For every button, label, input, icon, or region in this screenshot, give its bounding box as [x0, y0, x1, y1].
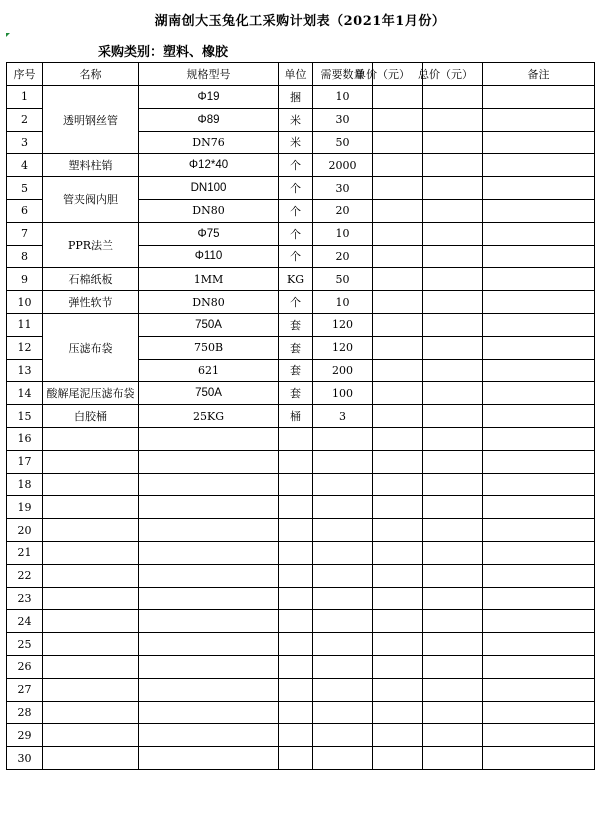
unit-price-cell[interactable]: [373, 86, 423, 109]
qty-cell[interactable]: [313, 450, 373, 473]
unit-cell: 个: [279, 222, 313, 245]
unit-cell[interactable]: [279, 427, 313, 450]
table-row: [7, 701, 595, 724]
table-row: [7, 747, 595, 770]
header-seq: 序号: [7, 63, 43, 86]
table-row: [7, 154, 595, 177]
remark-cell[interactable]: [483, 291, 595, 314]
spec-cell: 750A: [139, 382, 279, 405]
qty-cell: 30: [313, 108, 373, 131]
name-cell: PPR法兰: [43, 222, 139, 268]
remark-cell[interactable]: [483, 313, 595, 336]
name-cell: 弹性软节: [43, 291, 139, 314]
unit-cell: KG: [279, 268, 313, 291]
qty-cell[interactable]: [313, 747, 373, 770]
spec-cell[interactable]: [139, 541, 279, 564]
unit-price-cell[interactable]: [373, 633, 423, 656]
unit-price-cell[interactable]: [373, 701, 423, 724]
unit-cell: 个: [279, 245, 313, 268]
table-row: [7, 519, 595, 542]
qty-cell[interactable]: [313, 655, 373, 678]
qty-cell[interactable]: [313, 427, 373, 450]
total-price-cell[interactable]: [423, 291, 483, 314]
qty-cell[interactable]: [313, 473, 373, 496]
unit-cell: 桶: [279, 405, 313, 428]
remark-cell[interactable]: [483, 382, 595, 405]
qty-cell: 30: [313, 177, 373, 200]
total-price-cell[interactable]: [423, 222, 483, 245]
unit-cell: 个: [279, 199, 313, 222]
unit-price-cell[interactable]: [373, 336, 423, 359]
unit-cell: 套: [279, 382, 313, 405]
seq-cell: 10: [7, 291, 43, 314]
remark-cell[interactable]: [483, 724, 595, 747]
spec-cell: Φ75: [139, 222, 279, 245]
total-price-cell[interactable]: [423, 154, 483, 177]
purchase-category: 采购类别：塑料、橡胶: [98, 45, 229, 60]
total-price-cell[interactable]: [423, 587, 483, 610]
cell-marker-icon: [6, 33, 10, 37]
total-price-cell[interactable]: [423, 336, 483, 359]
total-price-cell[interactable]: [423, 108, 483, 131]
unit-price-cell[interactable]: [373, 473, 423, 496]
unit-price-cell[interactable]: [373, 678, 423, 701]
total-price-cell[interactable]: [423, 541, 483, 564]
unit-cell[interactable]: [279, 655, 313, 678]
unit-cell[interactable]: [279, 541, 313, 564]
name-cell[interactable]: [43, 747, 139, 770]
unit-price-cell[interactable]: [373, 587, 423, 610]
remark-cell[interactable]: [483, 701, 595, 724]
spec-cell[interactable]: [139, 678, 279, 701]
seq-cell: 14: [7, 382, 43, 405]
qty-cell: 20: [313, 245, 373, 268]
total-price-cell[interactable]: [423, 678, 483, 701]
qty-cell[interactable]: [313, 701, 373, 724]
table-row: [7, 678, 595, 701]
remark-cell[interactable]: [483, 359, 595, 382]
name-cell[interactable]: [43, 427, 139, 450]
remark-cell[interactable]: [483, 131, 595, 154]
unit-cell[interactable]: [279, 678, 313, 701]
total-price-cell[interactable]: [423, 313, 483, 336]
header-unit-price: 单价（元）: [373, 63, 423, 86]
name-cell[interactable]: [43, 519, 139, 542]
seq-cell: 21: [7, 541, 43, 564]
spec-cell[interactable]: [139, 610, 279, 633]
seq-cell: 7: [7, 222, 43, 245]
name-cell[interactable]: [43, 587, 139, 610]
unit-cell[interactable]: [279, 496, 313, 519]
name-cell[interactable]: [43, 496, 139, 519]
name-cell[interactable]: [43, 701, 139, 724]
remark-cell[interactable]: [483, 108, 595, 131]
table-row: [7, 86, 595, 109]
seq-cell: 27: [7, 678, 43, 701]
seq-cell: 6: [7, 199, 43, 222]
total-price-cell[interactable]: [423, 131, 483, 154]
seq-cell: 20: [7, 519, 43, 542]
unit-cell: 套: [279, 359, 313, 382]
spec-cell[interactable]: [139, 633, 279, 656]
spec-cell: Φ19: [139, 86, 279, 109]
table-row: [7, 541, 595, 564]
table-row: [7, 268, 595, 291]
unit-price-cell[interactable]: [373, 496, 423, 519]
unit-price-cell[interactable]: [373, 268, 423, 291]
unit-price-cell[interactable]: [373, 382, 423, 405]
seq-cell: 16: [7, 427, 43, 450]
table-row: [7, 473, 595, 496]
table-header-row: [7, 63, 595, 86]
spec-cell: 750A: [139, 313, 279, 336]
remark-cell[interactable]: [483, 678, 595, 701]
seq-cell: 11: [7, 313, 43, 336]
total-price-cell[interactable]: [423, 633, 483, 656]
unit-price-cell[interactable]: [373, 131, 423, 154]
unit-price-cell[interactable]: [373, 359, 423, 382]
table-row: [7, 177, 595, 200]
name-cell[interactable]: [43, 633, 139, 656]
unit-price-cell[interactable]: [373, 154, 423, 177]
total-price-cell[interactable]: [423, 496, 483, 519]
remark-cell[interactable]: [483, 633, 595, 656]
seq-cell: 4: [7, 154, 43, 177]
name-cell[interactable]: [43, 724, 139, 747]
header-remark: 备注: [483, 63, 595, 86]
total-price-cell[interactable]: [423, 245, 483, 268]
remark-cell[interactable]: [483, 268, 595, 291]
remark-cell[interactable]: [483, 336, 595, 359]
table-row: [7, 655, 595, 678]
total-price-cell[interactable]: [423, 747, 483, 770]
qty-cell[interactable]: [313, 633, 373, 656]
unit-price-cell[interactable]: [373, 519, 423, 542]
unit-price-cell[interactable]: [373, 747, 423, 770]
unit-cell[interactable]: [279, 564, 313, 587]
seq-cell: 3: [7, 131, 43, 154]
unit-cell[interactable]: [279, 473, 313, 496]
remark-cell[interactable]: [483, 610, 595, 633]
table-row: [7, 610, 595, 633]
qty-cell: 200: [313, 359, 373, 382]
unit-cell: 个: [279, 154, 313, 177]
qty-cell[interactable]: [313, 541, 373, 564]
table-row: [7, 222, 595, 245]
name-cell[interactable]: [43, 655, 139, 678]
spec-cell[interactable]: [139, 473, 279, 496]
seq-cell: 24: [7, 610, 43, 633]
name-cell[interactable]: [43, 450, 139, 473]
total-price-cell[interactable]: [423, 473, 483, 496]
name-cell[interactable]: [43, 610, 139, 633]
header-unit: 单位: [279, 63, 313, 86]
qty-cell[interactable]: [313, 587, 373, 610]
qty-cell: 10: [313, 86, 373, 109]
seq-cell: 23: [7, 587, 43, 610]
unit-price-cell[interactable]: [373, 724, 423, 747]
unit-cell: 米: [279, 131, 313, 154]
spec-cell[interactable]: [139, 655, 279, 678]
remark-cell[interactable]: [483, 199, 595, 222]
table-row: [7, 382, 595, 405]
total-price-cell[interactable]: [423, 427, 483, 450]
unit-price-cell[interactable]: [373, 405, 423, 428]
unit-price-cell[interactable]: [373, 291, 423, 314]
unit-cell: 捆: [279, 86, 313, 109]
qty-cell: 120: [313, 313, 373, 336]
seq-cell: 13: [7, 359, 43, 382]
spec-cell: Φ89: [139, 108, 279, 131]
seq-cell: 26: [7, 655, 43, 678]
qty-cell: 20: [313, 199, 373, 222]
remark-cell[interactable]: [483, 405, 595, 428]
name-cell[interactable]: [43, 678, 139, 701]
spec-cell[interactable]: [139, 427, 279, 450]
name-cell[interactable]: [43, 541, 139, 564]
remark-cell[interactable]: [483, 86, 595, 109]
qty-cell: 10: [313, 222, 373, 245]
name-cell: 白胶桶: [43, 405, 139, 428]
seq-cell: 25: [7, 633, 43, 656]
unit-price-cell[interactable]: [373, 245, 423, 268]
total-price-cell[interactable]: [423, 655, 483, 678]
remark-cell[interactable]: [483, 519, 595, 542]
seq-cell: 1: [7, 86, 43, 109]
unit-price-cell[interactable]: [373, 541, 423, 564]
qty-cell[interactable]: [313, 519, 373, 542]
unit-price-cell[interactable]: [373, 222, 423, 245]
spec-cell: 621: [139, 359, 279, 382]
total-price-cell[interactable]: [423, 610, 483, 633]
unit-cell[interactable]: [279, 450, 313, 473]
purchase-plan-table: [6, 62, 595, 770]
seq-cell: 2: [7, 108, 43, 131]
remark-cell[interactable]: [483, 496, 595, 519]
total-price-cell[interactable]: [423, 701, 483, 724]
total-price-cell[interactable]: [423, 450, 483, 473]
qty-cell: 50: [313, 268, 373, 291]
table-row: [7, 291, 595, 314]
remark-cell[interactable]: [483, 473, 595, 496]
unit-cell[interactable]: [279, 610, 313, 633]
spec-cell[interactable]: [139, 450, 279, 473]
unit-price-cell[interactable]: [373, 177, 423, 200]
spec-cell[interactable]: [139, 519, 279, 542]
unit-cell[interactable]: [279, 633, 313, 656]
total-price-cell[interactable]: [423, 268, 483, 291]
unit-price-cell[interactable]: [373, 427, 423, 450]
unit-cell: 个: [279, 177, 313, 200]
spec-cell[interactable]: [139, 724, 279, 747]
unit-cell: 套: [279, 336, 313, 359]
name-cell: 压滤布袋: [43, 313, 139, 381]
seq-cell: 9: [7, 268, 43, 291]
seq-cell: 17: [7, 450, 43, 473]
remark-cell[interactable]: [483, 427, 595, 450]
unit-cell[interactable]: [279, 747, 313, 770]
qty-cell: 3: [313, 405, 373, 428]
header-name: 名称: [43, 63, 139, 86]
seq-cell: 15: [7, 405, 43, 428]
unit-cell[interactable]: [279, 587, 313, 610]
spec-cell: 25KG: [139, 405, 279, 428]
spec-cell: Φ12*40: [139, 154, 279, 177]
qty-cell[interactable]: [313, 610, 373, 633]
unit-price-cell[interactable]: [373, 108, 423, 131]
total-price-cell[interactable]: [423, 724, 483, 747]
header-qty: 需要数量: [313, 63, 373, 86]
total-price-cell[interactable]: [423, 359, 483, 382]
qty-cell: 120: [313, 336, 373, 359]
unit-cell: 套: [279, 313, 313, 336]
unit-cell: 米: [279, 108, 313, 131]
spec-cell: DN76: [139, 131, 279, 154]
remark-cell[interactable]: [483, 747, 595, 770]
remark-cell[interactable]: [483, 450, 595, 473]
unit-price-cell[interactable]: [373, 655, 423, 678]
table-row: [7, 450, 595, 473]
remark-cell[interactable]: [483, 541, 595, 564]
spec-cell[interactable]: [139, 747, 279, 770]
total-price-cell[interactable]: [423, 519, 483, 542]
seq-cell: 19: [7, 496, 43, 519]
total-price-cell[interactable]: [423, 405, 483, 428]
name-cell: 管夹阀内胆: [43, 177, 139, 223]
seq-cell: 30: [7, 747, 43, 770]
name-cell[interactable]: [43, 564, 139, 587]
spec-cell: DN100: [139, 177, 279, 200]
qty-cell: 50: [313, 131, 373, 154]
name-cell: 透明钢丝管: [43, 86, 139, 154]
unit-cell[interactable]: [279, 519, 313, 542]
qty-cell: 2000: [313, 154, 373, 177]
total-price-cell[interactable]: [423, 564, 483, 587]
seq-cell: 18: [7, 473, 43, 496]
qty-cell: 100: [313, 382, 373, 405]
spec-cell: DN80: [139, 291, 279, 314]
seq-cell: 12: [7, 336, 43, 359]
remark-cell[interactable]: [483, 177, 595, 200]
spec-cell: Φ110: [139, 245, 279, 268]
table-row: [7, 405, 595, 428]
qty-cell[interactable]: [313, 564, 373, 587]
spec-cell[interactable]: [139, 564, 279, 587]
qty-cell[interactable]: [313, 724, 373, 747]
unit-cell[interactable]: [279, 724, 313, 747]
remark-cell[interactable]: [483, 154, 595, 177]
unit-price-cell[interactable]: [373, 450, 423, 473]
header-total-price: 总价（元）: [423, 63, 483, 86]
table-row: [7, 313, 595, 336]
remark-cell[interactable]: [483, 564, 595, 587]
seq-cell: 5: [7, 177, 43, 200]
spec-cell: DN80: [139, 199, 279, 222]
spec-cell[interactable]: [139, 587, 279, 610]
total-price-cell[interactable]: [423, 86, 483, 109]
total-price-cell[interactable]: [423, 382, 483, 405]
name-cell[interactable]: [43, 473, 139, 496]
unit-price-cell[interactable]: [373, 610, 423, 633]
unit-price-cell[interactable]: [373, 564, 423, 587]
unit-cell: 个: [279, 291, 313, 314]
table-row: [7, 427, 595, 450]
table-row: [7, 633, 595, 656]
table-row: [7, 724, 595, 747]
total-price-cell[interactable]: [423, 199, 483, 222]
remark-cell[interactable]: [483, 587, 595, 610]
spec-cell[interactable]: [139, 496, 279, 519]
header-spec: 规格型号: [139, 63, 279, 86]
spec-cell: 1MM: [139, 268, 279, 291]
unit-price-cell[interactable]: [373, 199, 423, 222]
remark-cell[interactable]: [483, 222, 595, 245]
document-title: 湖南创大玉兔化工采购计划表（2021年1月份）: [154, 14, 446, 29]
spec-cell[interactable]: [139, 701, 279, 724]
remark-cell[interactable]: [483, 655, 595, 678]
seq-cell: 29: [7, 724, 43, 747]
name-cell: 酸解尾泥压滤布袋: [43, 382, 139, 405]
table-row: [7, 564, 595, 587]
seq-cell: 8: [7, 245, 43, 268]
name-cell: 石棉纸板: [43, 268, 139, 291]
qty-cell[interactable]: [313, 496, 373, 519]
table-row: [7, 496, 595, 519]
qty-cell[interactable]: [313, 678, 373, 701]
total-price-cell[interactable]: [423, 177, 483, 200]
unit-cell[interactable]: [279, 701, 313, 724]
seq-cell: 28: [7, 701, 43, 724]
qty-cell: 10: [313, 291, 373, 314]
name-cell: 塑料柱销: [43, 154, 139, 177]
seq-cell: 22: [7, 564, 43, 587]
spec-cell: 750B: [139, 336, 279, 359]
unit-price-cell[interactable]: [373, 313, 423, 336]
remark-cell[interactable]: [483, 245, 595, 268]
table-row: [7, 587, 595, 610]
